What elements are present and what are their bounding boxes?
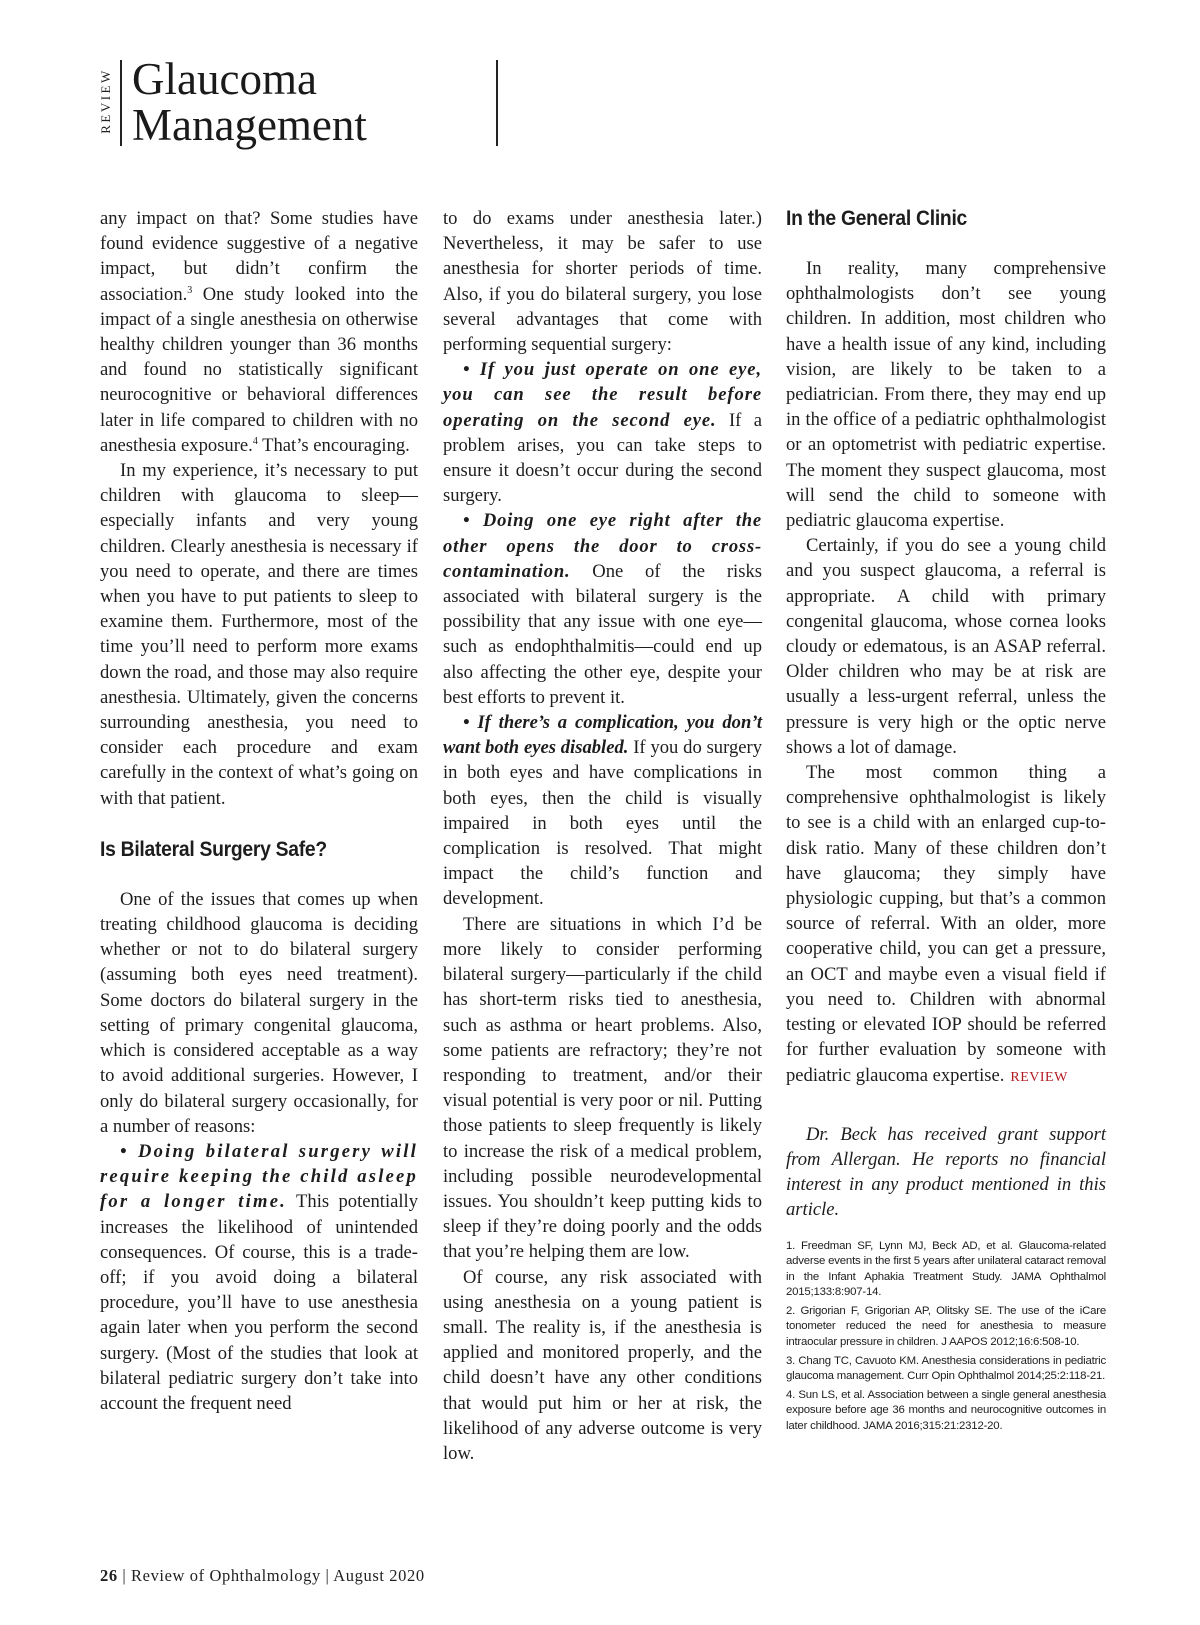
paragraph xyxy=(100,206,418,458)
column-2 xyxy=(443,206,762,1466)
paragraph: Certainly, if you do see a young child and you suspect glaucoma, a referral is appropriate. A child with primary congenital glaucoma, whose cornea looks cloudy or edematous, is an ASAP referral. Older children who may be at risk are usually a less-urgent referral, unless the pressure is very high or the optic nerve shows a lot of damage. xyxy=(786,535,1106,758)
bullet-lead: • Doing one eye right after the other opens the door to cross-contamination. xyxy=(443,510,762,582)
title-line-1: Glaucoma xyxy=(132,54,317,104)
page-number: 26 xyxy=(100,1566,118,1585)
text-run: any impact on that? Some studies have found evidence suggestive of a negative impact, but didn’t confirm the association. xyxy=(100,208,418,305)
bullet-item xyxy=(443,357,762,508)
subhead-bilateral-surgery: Is Bilateral Surgery Safe? xyxy=(100,837,327,861)
bullet-item xyxy=(100,1139,418,1416)
references-list xyxy=(786,1239,1106,1435)
reference-item: 1. Freedman SF, Lynn MJ, Beck AD, et al. Glaucoma-related adverse events in the first 5 years after unilateral cataract removal in the Infant Aphakia Treatment Study. JAMA Ophthalmol 2015;133:8:907-14. xyxy=(786,1239,1106,1299)
text-run: That’s encouraging. xyxy=(257,434,410,456)
bullet-text: One of the risks associated with bilateral surgery is the possibility that any issue with one eye—such as endophthalmitis—could end up also affecting the other eye, despite your best efforts to prevent it. xyxy=(443,560,762,708)
footer-text: | Review of Ophthalmology | August 2020 xyxy=(117,1566,425,1585)
reference-item: 2. Grigorian F, Grigorian AP, Olitsky SE. The use of the iCare tonometer reduced the need for anesthesia to measure intraocular pressure in children. J AAPOS 2012;16:6:508-10. xyxy=(786,1304,1106,1349)
reference-item: 4. Sun LS, et al. Association between a single general anesthesia exposure before age 36 months and neurocognitive outcomes in later childhood. JAMA 2016;315:21:2312-20. xyxy=(786,1388,1106,1433)
subhead-general-clinic: In the General Clinic xyxy=(786,207,968,230)
text-run: The most common thing a comprehensive ophthalmologist is likely to see is a child with an enlarged cup-to-disk ratio. Many of these children don’t have glaucoma; they simply have physiologic cupping, but that’s a common source of referral. With an older, more cooperative child, you can get a pressure, an OCT and maybe even a visual field if you need to. Children with abnormal testing or elevated IOP should be referred for further evaluation by someone with pediatric glaucoma expertise. xyxy=(786,762,1106,1086)
header-divider-left xyxy=(120,60,122,146)
column-1 xyxy=(100,206,418,1416)
bullet-text: If a problem arises, you can take steps to ensure it doesn’t occur during the second surgery. xyxy=(443,409,763,507)
citation-3: 3 xyxy=(187,284,193,296)
paragraph: Of course, any risk associated with using anesthesia on a young patient is small. The reality is, if the anesthesia is applied and monitored properly, and the child doesn’t have any other conditions that would put him or her at risk, the likelihood of any adverse outcome is very low. xyxy=(443,1266,762,1464)
paragraph: In reality, many comprehensive ophthalmologists don’t see young children. In addition, most children who have a health issue of any kind, including vision, are likely to be taken to a pediatrician. From there, they may end up in the office of a pediatric ophthalmologist or an optometrist with pediatric expertise. The moment they suspect glaucoma, most will send the child to someone with pediatric glaucoma expertise. xyxy=(786,258,1106,532)
kicker-label: REVIEW xyxy=(98,68,114,134)
section-kicker xyxy=(96,56,116,146)
text-run: One study looked into the impact of a single anesthesia on otherwise healthy children younger than 36 months and found no statistically significant neurocognitive or behavioral differences later in life compared to children with no anesthesia exposure. xyxy=(100,283,418,456)
header-divider-right xyxy=(496,60,498,146)
bullet-item xyxy=(443,508,762,710)
title-line-2: Management xyxy=(132,100,367,150)
reference-item: 3. Chang TC, Cavuoto KM. Anesthesia considerations in pediatric glaucoma management. Curr Opin Ophthalmol 2014;25:2:118-21. xyxy=(786,1354,1106,1383)
section-title xyxy=(132,56,367,148)
paragraph: There are situations in which I’d be more likely to consider performing bilateral surgery—particularly if the child has short-term risks tied to anesthesia, such as asthma or heart problems. Also, some patients are refractory; they’re not responding to treatment, and/or their visual potential is very poor or nil. Putting those patients to sleep frequently is likely to increase the risk of a medical problem, including possible neurodevelopmental issues. You shouldn’t keep putting kids to sleep if they’re doing poorly and the odds that you’re helping them are low. xyxy=(443,913,762,1263)
bullet-lead: • If you just operate on one eye, you can see the result before operating on the second eye. xyxy=(443,359,762,431)
column-3 xyxy=(786,206,1106,1438)
page-footer xyxy=(100,1566,425,1586)
bullet-item xyxy=(443,710,762,912)
bullet-lead: • If there’s a complication, you don’t want both eyes disabled. xyxy=(443,712,762,759)
end-mark: REVIEW xyxy=(1010,1069,1068,1085)
paragraph: One of the issues that comes up when treating childhood glaucoma is deciding whether or not to do bilateral surgery (assuming both eyes need treatment). Some doctors do bilateral surgery in the setting of primary congenital glaucoma, which is considered acceptable as a way to avoid additional surgeries. However, I only do bilateral surgery occasionally, for a number of reasons: xyxy=(100,888,418,1137)
paragraph: to do exams under anesthesia later.) Nevertheless, it may be safer to use anesthesia for shorter periods of time. Also, if you do bilateral surgery, you lose several advantages that come with performing sequential surgery: xyxy=(443,208,762,356)
bullet-lead: • Doing bilateral surgery will require keeping the child asleep for a longer time. xyxy=(100,1140,418,1213)
citation-4: 4 xyxy=(252,435,258,447)
bullet-text: If you do surgery in both eyes and have complications in both eyes, then the child is visually impaired in both eyes until the complication is resolved. That might impact the child’s function and development. xyxy=(443,737,762,910)
paragraph: In my experience, it’s necessary to put children with glaucoma to sleep—especially infants and very young children. Clearly anesthesia is necessary if you need to operate, and there are times when you have to put patients to sleep to examine them. Furthermore, most of the time you’ll need to perform more exams down the road, and those may also require anesthesia. Ultimately, given the concerns surrounding anesthesia, you need to consider each procedure and exam carefully in the context of what’s going on with that patient. xyxy=(100,460,418,809)
paragraph xyxy=(786,760,1106,1090)
author-disclosure: Dr. Beck has received grant support from Allergan. He reports no financial interest in any product mentioned in this article. xyxy=(786,1123,1106,1221)
bullet-text: This potentially increases the likelihood of unintended consequences. Of course, this is a trade-off; if you avoid doing a bilateral procedure, you’ll have to use anesthesia again later when you perform the second surgery. (Most of the studies that look at bilateral pediatric surgery don’t take into account the frequent need xyxy=(100,1191,418,1414)
